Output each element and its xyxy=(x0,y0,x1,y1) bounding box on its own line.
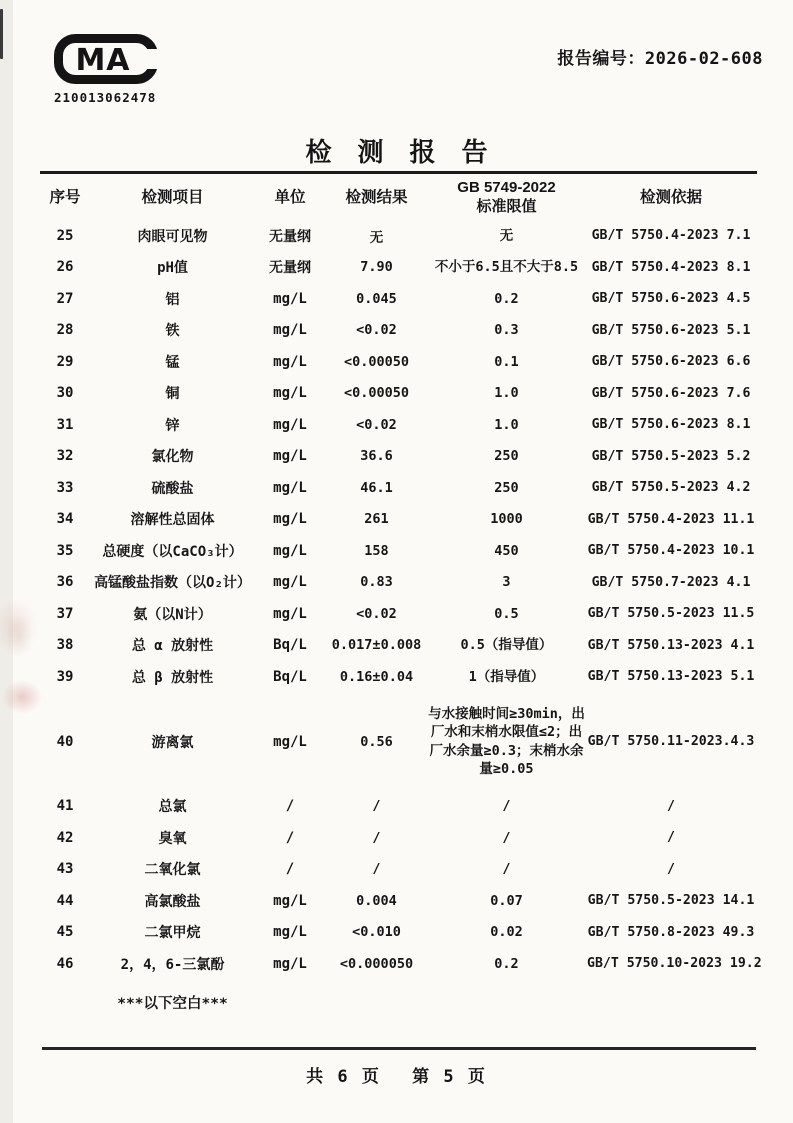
cell-result: / xyxy=(372,829,381,846)
cell-no: 39 xyxy=(56,668,74,685)
cell-no: 45 xyxy=(56,924,74,941)
results-table xyxy=(40,176,762,1026)
cell-result: 无 xyxy=(369,229,384,246)
cell-basis: GB/T 5750.5-2023 5.2 xyxy=(591,448,751,464)
cell-limit: 250 xyxy=(494,448,519,465)
cell-basis: GB/T 5750.7-2023 4.1 xyxy=(591,574,751,590)
table-row xyxy=(40,948,757,980)
cell-limit: 0.2 xyxy=(494,955,519,972)
table-row xyxy=(40,693,757,791)
cell-item: 铜 xyxy=(165,386,180,403)
cell-basis: GB/T 5750.11-2023.4.3 xyxy=(587,734,755,749)
cell-result: / xyxy=(372,861,381,878)
cell-item: 铁 xyxy=(165,323,180,340)
cell-unit: 无量纲 xyxy=(269,260,311,277)
cell-limit: / xyxy=(502,829,511,846)
cell-item: 硫酸盐 xyxy=(151,480,194,497)
cell-item: 二氯甲烷 xyxy=(144,925,201,942)
scan-stain xyxy=(2,680,42,714)
col-header-unit: 单位 xyxy=(274,189,306,207)
cell-no: 41 xyxy=(56,798,74,815)
cell-no: 27 xyxy=(56,290,74,307)
cell-item: 2，4，6-三氯酚 xyxy=(120,956,225,973)
table-row xyxy=(40,378,757,410)
cell-basis: / xyxy=(667,861,675,877)
cell-unit: Bq/L xyxy=(273,668,307,685)
cell-result: / xyxy=(372,798,381,815)
table-row xyxy=(40,346,757,378)
cell-limit: 0.1 xyxy=(494,353,519,370)
table-row xyxy=(40,315,757,347)
cell-basis: GB/T 5750.4-2023 8.1 xyxy=(591,259,751,275)
table-row xyxy=(40,567,757,599)
table-row xyxy=(40,252,757,284)
cell-unit: mg/L xyxy=(273,955,307,972)
cell-result: 0.045 xyxy=(356,290,397,307)
cell-unit: mg/L xyxy=(273,385,307,402)
cell-basis: GB/T 5750.4-2023 11.1 xyxy=(587,511,755,527)
cma-accreditation-mark xyxy=(54,34,164,105)
cell-unit: Bq/L xyxy=(273,637,307,654)
cell-result: 261 xyxy=(364,511,389,528)
cell-limit: 1（指导值） xyxy=(468,668,545,685)
cell-item: 总硬度（以CaCO₃计） xyxy=(102,543,243,560)
results-table-header xyxy=(40,176,757,220)
cell-item: 氨（以N计） xyxy=(133,606,212,623)
cell-no: 26 xyxy=(56,259,74,276)
cell-empty xyxy=(325,980,428,1026)
cell-limit: / xyxy=(502,861,511,878)
table-row xyxy=(40,661,757,693)
cell-unit: mg/L xyxy=(273,542,307,559)
cell-unit: / xyxy=(285,829,295,846)
cma-logo-icon xyxy=(54,34,158,84)
svg-text:MA: MA xyxy=(75,43,131,78)
cell-no: 44 xyxy=(56,892,74,909)
cell-result: <0.00050 xyxy=(343,353,410,370)
report-number: 报告编号：2026-02-608 xyxy=(557,49,763,69)
blank-note-row xyxy=(40,980,757,1026)
cell-limit: 0.02 xyxy=(490,924,523,941)
col-header-result: 检测结果 xyxy=(345,189,408,207)
cell-unit: mg/L xyxy=(273,448,307,465)
cell-result: 46.1 xyxy=(360,479,393,496)
cell-item: pH值 xyxy=(157,260,188,277)
table-row xyxy=(40,504,757,536)
cell-no: 29 xyxy=(56,353,74,370)
cell-unit: mg/L xyxy=(273,605,307,622)
cell-limit: 0.5 xyxy=(494,605,519,622)
cell-unit: mg/L xyxy=(273,290,307,307)
scan-edge-artifact xyxy=(0,9,3,59)
cell-item: 总 α 放射性 xyxy=(131,638,214,655)
cell-no: 42 xyxy=(56,829,74,846)
cell-unit: mg/L xyxy=(273,322,307,339)
cell-no: 33 xyxy=(56,479,74,496)
cell-no: 40 xyxy=(56,733,74,750)
cell-unit: / xyxy=(285,861,295,878)
cell-empty xyxy=(40,980,90,1026)
cell-basis: / xyxy=(667,798,675,814)
cma-certificate-number: 210013062478 xyxy=(54,90,157,105)
cell-item: 臭氧 xyxy=(158,830,187,847)
cell-item: 总 β 放射性 xyxy=(131,669,214,686)
cell-item: 高锰酸盐指数（以O₂计） xyxy=(94,575,251,592)
cell-no: 37 xyxy=(56,605,74,622)
blank-note: ***以下空白*** xyxy=(117,996,228,1012)
results-table-body xyxy=(40,220,762,1026)
scan-stain xyxy=(6,612,32,658)
cell-unit: mg/L xyxy=(273,511,307,528)
cell-item: 总氯 xyxy=(158,799,187,816)
cell-no: 30 xyxy=(56,385,74,402)
cell-basis: GB/T 5750.5-2023 11.5 xyxy=(587,606,755,622)
cell-limit: 0.07 xyxy=(490,892,523,909)
cell-limit: 250 xyxy=(494,479,519,496)
col-header-limit-label: 标准限值 xyxy=(476,198,537,215)
col-header-item: 检测项目 xyxy=(141,189,204,207)
cell-unit: mg/L xyxy=(273,479,307,496)
cell-result: 0.16±0.04 xyxy=(339,668,414,685)
cell-limit: 1.0 xyxy=(494,416,519,433)
cell-basis: GB/T 5750.4-2023 7.1 xyxy=(591,228,751,244)
cell-result: <0.00050 xyxy=(343,385,410,402)
table-row xyxy=(40,472,757,504)
col-header-basis: 检测依据 xyxy=(639,189,702,207)
cell-limit: 无 xyxy=(499,227,514,244)
table-row xyxy=(40,409,757,441)
table-row xyxy=(40,535,757,567)
cell-no: 32 xyxy=(56,448,74,465)
cell-no: 34 xyxy=(56,511,74,528)
table-row xyxy=(40,854,757,886)
cell-result: 0.004 xyxy=(356,892,397,909)
cell-unit: mg/L xyxy=(273,892,307,909)
page-title: 检 测 报 告 xyxy=(305,137,488,167)
cell-item: 肉眼可见物 xyxy=(137,228,208,245)
cell-result: <0.02 xyxy=(356,416,397,433)
cell-basis: GB/T 5750.6-2023 7.6 xyxy=(591,385,751,401)
cell-item: 氯化物 xyxy=(151,449,194,466)
cell-unit: mg/L xyxy=(273,924,307,941)
cell-item: 游离氯 xyxy=(151,734,194,751)
cell-no: 31 xyxy=(56,416,74,433)
cell-unit: mg/L xyxy=(273,416,307,433)
cell-basis: GB/T 5750.5-2023 14.1 xyxy=(587,893,755,909)
cell-basis: GB/T 5750.5-2023 4.2 xyxy=(591,480,751,496)
cell-result: <0.000050 xyxy=(339,955,414,972)
table-row xyxy=(40,917,757,949)
cell-limit: / xyxy=(502,798,511,815)
col-header-limit-standard: GB 5749-2022 xyxy=(457,179,556,197)
cell-result: <0.010 xyxy=(352,924,401,941)
cell-basis: GB/T 5750.6-2023 8.1 xyxy=(591,417,751,433)
cell-basis: GB/T 5750.8-2023 49.3 xyxy=(587,924,755,940)
table-row xyxy=(40,822,757,854)
cell-limit: 0.3 xyxy=(494,322,519,339)
cell-unit: / xyxy=(285,798,295,815)
cell-item: 锰 xyxy=(165,354,180,371)
cell-no: 28 xyxy=(56,322,74,339)
table-row xyxy=(40,441,757,473)
table-row xyxy=(40,885,757,917)
cell-result: 0.83 xyxy=(360,574,393,591)
cell-unit: mg/L xyxy=(273,574,307,591)
cell-no: 43 xyxy=(56,861,74,878)
cell-limit: 与水接触时间≥30min，出厂水和末梢水限值≤2；出厂水余量≥0.3；末梢水余量≥0.05 xyxy=(428,706,585,777)
cell-item: 二氧化氯 xyxy=(144,862,201,879)
cell-limit: 不小于6.5且不大于8.5 xyxy=(434,259,579,276)
cell-no: 25 xyxy=(56,227,74,244)
cell-no: 46 xyxy=(56,955,74,972)
cell-basis: GB/T 5750.4-2023 10.1 xyxy=(587,543,755,559)
cell-limit: 450 xyxy=(494,542,519,559)
cell-unit: mg/L xyxy=(273,353,307,370)
cell-basis: / xyxy=(667,830,675,846)
cell-limit: 1.0 xyxy=(494,385,519,402)
cell-basis: GB/T 5750.13-2023 4.1 xyxy=(587,637,755,653)
cell-result: <0.02 xyxy=(356,605,397,622)
cell-unit: 无量纲 xyxy=(269,228,311,245)
cell-result: 0.017±0.008 xyxy=(331,637,422,654)
col-header-no: 序号 xyxy=(49,189,81,207)
cell-empty xyxy=(428,980,585,1026)
cell-limit: 1000 xyxy=(490,511,523,528)
col-header-limit xyxy=(428,176,585,220)
table-row xyxy=(40,630,757,662)
cell-result: <0.02 xyxy=(356,322,397,339)
table-row xyxy=(40,791,757,823)
cell-unit: mg/L xyxy=(273,733,307,750)
cell-basis: GB/T 5750.6-2023 5.1 xyxy=(591,322,751,338)
table-row xyxy=(40,220,757,252)
cell-limit: 0.2 xyxy=(494,290,519,307)
cell-empty xyxy=(585,980,757,1026)
cell-basis: GB/T 5750.6-2023 4.5 xyxy=(591,291,751,307)
page-number: 共 6 页 第 5 页 xyxy=(306,1067,487,1087)
header-row xyxy=(40,176,757,220)
table-top-rule xyxy=(40,171,757,174)
cell-item: 溶解性总固体 xyxy=(130,512,215,529)
cell-no: 36 xyxy=(56,574,74,591)
cell-limit: 0.5（指导值） xyxy=(460,637,553,654)
cell-limit: 3 xyxy=(502,574,511,591)
cell-no: 35 xyxy=(56,542,74,559)
cell-item: 锌 xyxy=(165,417,180,434)
cell-result: 0.56 xyxy=(360,733,393,750)
cell-basis: GB/T 5750.13-2023 5.1 xyxy=(587,669,755,685)
cell-no: 38 xyxy=(56,637,74,654)
cell-basis: GB/T 5750.10-2023 19.2 xyxy=(587,956,762,972)
page-bottom-rule xyxy=(42,1047,756,1050)
cell-item: 高氯酸盐 xyxy=(144,893,201,910)
cell-empty xyxy=(255,980,325,1026)
cell-item: 铝 xyxy=(165,291,180,308)
cell-result: 36.6 xyxy=(360,448,393,465)
cell-basis: GB/T 5750.6-2023 6.6 xyxy=(591,354,751,370)
table-row xyxy=(40,283,757,315)
cell-result: 158 xyxy=(364,542,389,559)
cell-result: 7.90 xyxy=(360,259,393,276)
table-row xyxy=(40,598,757,630)
